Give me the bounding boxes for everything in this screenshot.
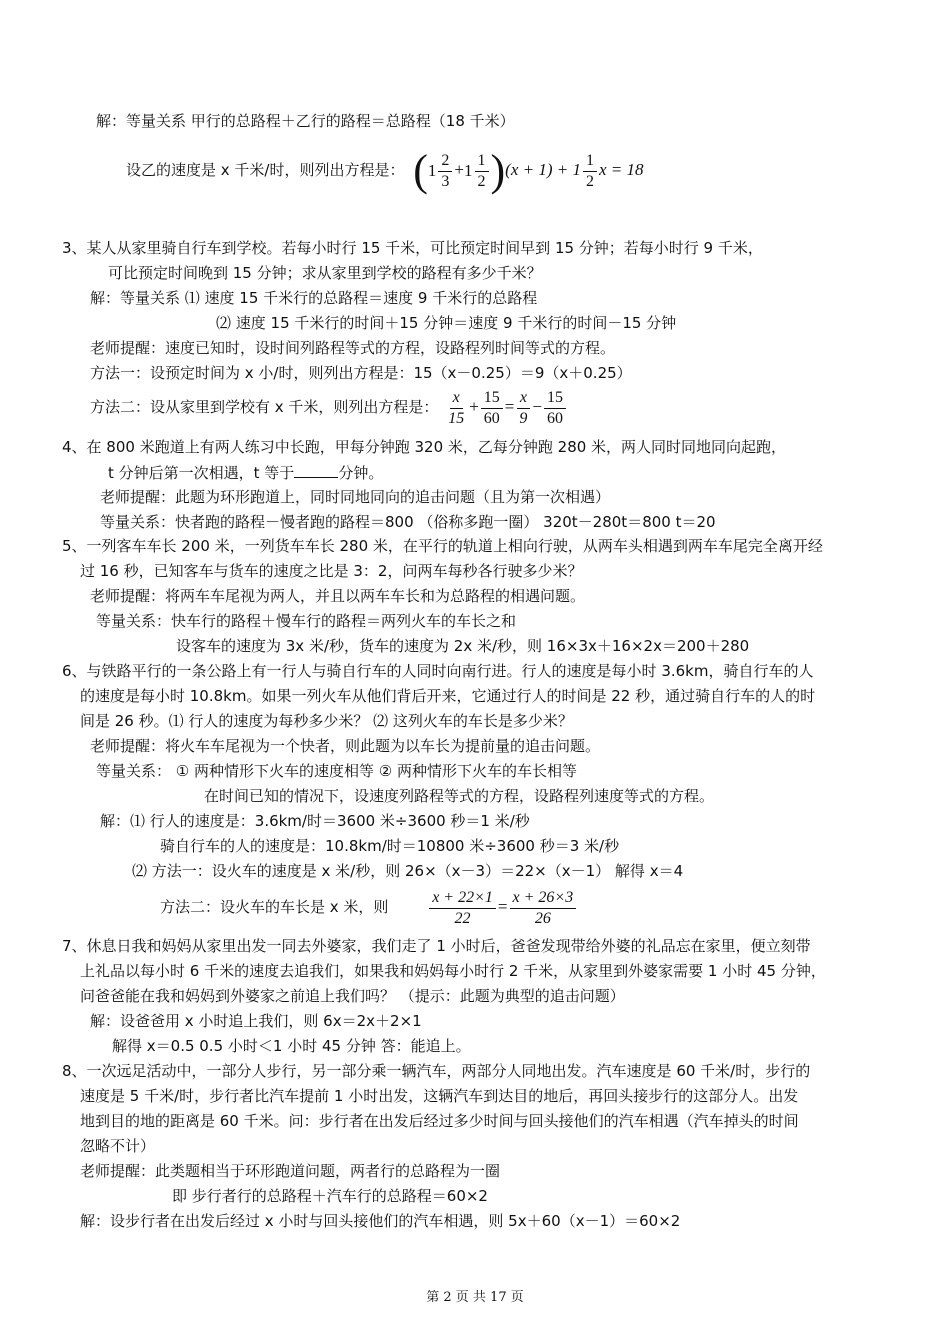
equation-fractions: $\frac{x}{15}$ + $\frac{15}{60}$ = $\frac{x}{9}$ − $\frac{15}{60}$ — [443, 397, 568, 416]
question-7-line-1: 7、休息日我和妈妈从家里出发一同去外婆家，我们走了 1 小时后，爸爸发现带给外婆的礼品忘在家里，便立刻带 — [62, 937, 811, 955]
question-6-teacher-note: 老师提醒：将火车车尾视为一个快者，则此题为以车长为提前量的追击问题。 — [90, 737, 601, 755]
question-3-line-2: 可比预定时间晚到 15 分钟；求从家里到学校的路程有多少千米？ — [108, 264, 542, 282]
solution-2-equation-label: 设乙的速度是 x 千米/时，则列出方程是： — [126, 161, 405, 179]
question-8-line-3: 地到目的地的距离是 60 千米。问：步行者在出发后经过多少时间与回头接他们的汽车相遇（汽车掉头的时间 — [80, 1112, 799, 1130]
question-7-line-3: 问爸爸能在我和妈妈到外婆家之前追上我们吗？ （提示：此题为典型的追击问题） — [80, 987, 625, 1005]
question-5-relation: 等量关系：快车行的路程＋慢车行的路程＝两列火车的车长之和 — [96, 612, 517, 630]
question-3-relation-1: 解：等量关系 ⑴ 速度 15 千米行的总路程＝速度 9 千米行的总路程 — [90, 289, 538, 307]
question-8-solution: 解：设步行者在出发后经过 x 小时与回头接他们的汽车相遇，则 5x＋60（x－1）＝60×2 — [80, 1212, 681, 1230]
question-3-method-1: 方法一：设预定时间为 x 小/时，则列出方程是：15（x－0.25）＝9（x＋0.25） — [90, 364, 632, 382]
question-6-solution-2: ⑵ 方法一：设火车的速度是 x 米/秒，则 26×（x－3）＝22×（x－1） 解得 x＝4 — [132, 862, 684, 880]
question-7-answer: 解得 x＝0.5 0.5 小时＜1 小时 45 分钟 答：能追上。 — [112, 1037, 471, 1055]
question-4-line-2: t 分钟后第一次相遇，t 等于 分钟。 — [108, 461, 383, 484]
question-5-line-2: 过 16 秒，已知客车与货车的速度之比是 3：2，问两车每秒各行驶多少米？ — [80, 562, 583, 580]
question-5-teacher-note: 老师提醒：将两车车尾视为两人，并且以两车车长和为总路程的相遇问题。 — [90, 587, 586, 605]
equation-mixed-fractions: ( 1 $\frac{2}{3}$ + 1 $\frac{1}{2}$ )(x + 1) + 1 $\frac{1}{2}$ x = 18 — [413, 146, 644, 196]
question-8-teacher-note: 老师提醒：此类题相当于环形跑道问题，两者行的总路程为一圈 — [80, 1162, 501, 1180]
page-footer: 第 2 页 共 17 页 — [426, 1290, 524, 1305]
question-3-method-2: 方法二：设从家里到学校有 x 千米，则列出方程是： $\frac{x}{15}$ + $\frac{15}{60}$ = $\frac{x}{9}$ − $\frac{15}{60}$ — [90, 384, 568, 430]
question-8-line-1: 8、一次远足活动中，一部分人步行，另一部分乘一辆汽车，两部分人同地出发。汽车速度是 60 千米/时，步行的 — [62, 1062, 811, 1080]
question-6-line-2: 的速度是每小时 10.8km。如果一列火车从他们背后开来，它通过行人的时间是 22 秒，通过骑自行车的人的时 — [80, 687, 816, 705]
question-6-line-1: 6、与铁路平行的一条公路上有一行人与骑自行车的人同时向南行进。行人的速度是每小时 3.6km，骑自行车的人 — [62, 662, 814, 680]
question-4-relation: 等量关系：快者跑的路程－慢者跑的路程＝800 （俗称多跑一圈） 320t－280t＝800 t＝20 — [100, 513, 716, 531]
question-6-hint: 在时间已知的情况下，设速度列路程等式的方程，设路程列速度等式的方程。 — [204, 787, 715, 805]
question-4-teacher-note: 老师提醒：此题为环形跑道上，同时同地同向的追击问题（且为第一次相遇） — [100, 488, 611, 506]
question-3-line-1: 3、某人从家里骑自行车到学校。若每小时行 15 千米，可比预定时间早到 15 分钟；若每小时行 9 千米， — [62, 239, 763, 257]
question-6-relation: 等量关系： ① 两种情形下火车的速度相等 ② 两种情形下火车的车长相等 — [96, 762, 577, 780]
question-3-relation-2: ⑵ 速度 15 千米行的时间＋15 分钟＝速度 9 千米行的时间－15 分钟 — [216, 314, 677, 332]
answer-blank[interactable] — [294, 461, 338, 478]
question-8-line-4: 忽略不计） — [80, 1137, 156, 1155]
question-6-solution-1b: 骑自行车的人的速度是：10.8km/时＝10800 米÷3600 秒＝3 米/秒 — [160, 837, 620, 855]
question-8-line-2: 速度是 5 千米/时，步行者比汽车提前 1 小时出发，这辆汽车到达目的地后，再回头接步行的这部分人。出发 — [80, 1087, 799, 1105]
question-6-solution-1: 解：⑴ 行人的速度是：3.6km/时＝3600 米÷3600 秒＝1 米/秒 — [100, 812, 530, 830]
question-8-relation: 即 步行者行的总路程＋汽车行的总路程＝60×2 — [172, 1187, 488, 1205]
question-7-solution: 解：设爸爸用 x 小时追上我们，则 6x＝2x＋2×1 — [90, 1012, 422, 1030]
question-6-line-3: 间是 26 秒。⑴ 行人的速度为每秒多少米？ ⑵ 这列火车的车长是多少米？ — [80, 712, 573, 730]
question-5-equation: 设客车的速度为 3x 米/秒，货车的速度为 2x 米/秒，则 16×3x＋16×2x＝200＋280 — [176, 637, 750, 655]
question-3-teacher-note: 老师提醒：速度已知时，设时间列路程等式的方程，设路程列时间等式的方程。 — [90, 339, 616, 357]
question-6-solution-2b: 方法二：设火车的车长是 x 米，则 $\frac{x + 22\times 1}{22}$ = $\frac{x + 26\times 3}{26}$ — [160, 884, 578, 930]
question-5-line-1: 5、一列客车车长 200 米，一列货车车长 280 米，在平行的轨道上相向行驶，从两车头相遇到两车车尾完全离开经 — [62, 537, 823, 555]
equation-fractions: $\frac{x + 22\times 1}{22}$ = $\frac{x + 26\times 3}{26}$ — [427, 897, 578, 916]
question-4-line-1: 4、在 800 米跑道上有两人练习中长跑，甲每分钟跑 320 米，乙每分钟跑 280 米，两人同时同地同向起跑， — [62, 438, 787, 456]
solution-2-equation-line — [126, 148, 644, 198]
question-7-line-2: 上礼品以每小时 6 千米的速度去追我们，如果我和妈妈每小时行 2 千米，从家里到外婆家需要 1 小时 45 分钟， — [80, 962, 826, 980]
solution-2-relation: 解：等量关系 甲行的总路程＋乙行的路程＝总路程（18 千米） — [96, 112, 515, 130]
